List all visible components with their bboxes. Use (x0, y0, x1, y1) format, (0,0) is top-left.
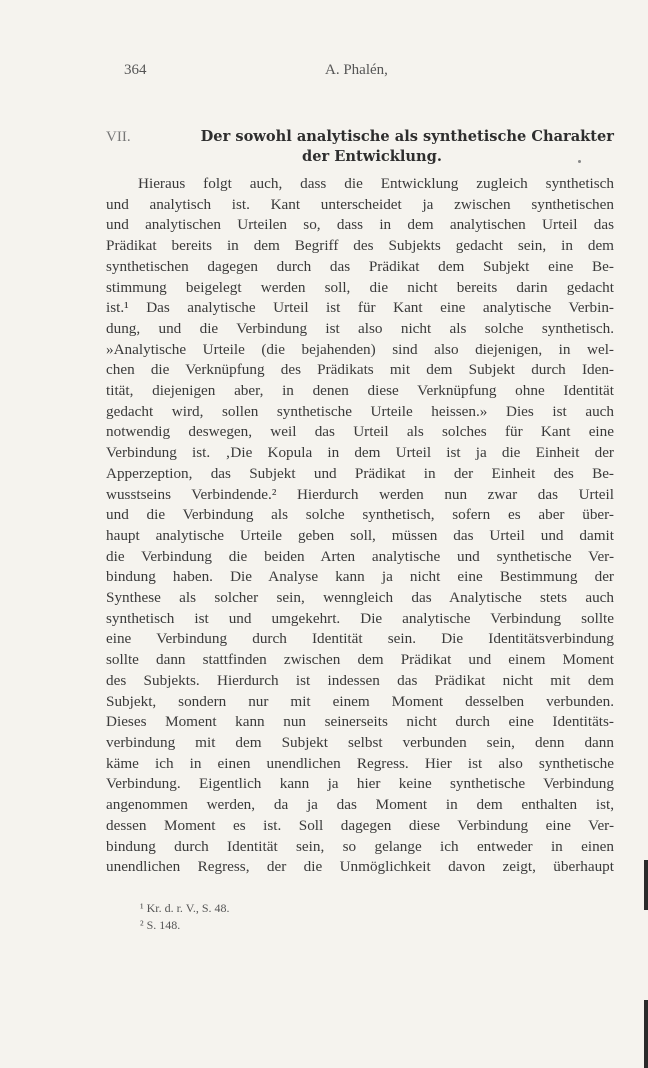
running-head: A. Phalén, (325, 62, 388, 78)
text-line: und die Verbindung als solche synthetisch, sofern es aber über- (106, 506, 614, 524)
page-edge-shadow (644, 1000, 648, 1068)
footnote-2: ² S. 148. (140, 918, 181, 932)
text-line: des Subjekts. Hierdurch ist indessen das Prädikat nicht mit dem (106, 671, 614, 689)
text-line: bindung haben. Die Analyse kann ja nicht eine Bestimmung der (106, 568, 614, 586)
section-title-line-2: der Entwicklung. (302, 148, 442, 165)
text-line: tität, diejenigen aber, in denen diese Verknüpfung ohne Identität (106, 382, 614, 400)
text-line: angenommen werden, da ja das Moment in dem enthalten ist, (106, 796, 614, 814)
page-edge-shadow (644, 860, 648, 910)
text-line: eine Verbindung durch Identität sein. Die Identitätsverbindung (106, 630, 614, 648)
text-line: Subjekt, sondern nur mit einem Moment desselben verbunden. (106, 692, 614, 710)
text-line: »Analytische Urteile (die bejahenden) sind also diejenigen, in wel- (106, 340, 614, 358)
text-line: sollte dann stattfinden zwischen dem Prädikat und einem Moment (106, 651, 614, 669)
section-heading (106, 127, 614, 167)
section-heading-line-1 (106, 127, 614, 147)
text-line: Verbindung. Eigentlich kann ja hier keine synthetische Verbindung (106, 775, 614, 793)
text-line: verbindung mit dem Subjekt selbst verbunden sein, denn dann (106, 733, 614, 751)
text-line: notwendig deswegen, weil das Urteil als solches für Kant eine (106, 423, 614, 441)
text-line: stimmung beigelegt werden soll, die nicht bereits darin gedacht (106, 278, 614, 296)
section-number: VII. (106, 129, 131, 145)
text-line: käme ich in einen unendlichen Regress. Hier ist also synthetische (106, 754, 614, 772)
text-line: dessen Moment es ist. Soll dagegen diese Verbindung eine Ver- (106, 816, 614, 834)
footnote-1: ¹ Kr. d. r. V., S. 48. (140, 901, 230, 915)
text-line: Prädikat bereits in dem Begriff des Subjekts gedacht sein, in dem (106, 237, 614, 255)
text-line: wusstseins Verbindende.² Hierdurch werden nun zwar das Urteil (106, 485, 614, 503)
ink-speck (578, 160, 581, 163)
text-line: gedacht wird, sollen synthetische Urteile heissen.» Dies ist auch (106, 402, 614, 420)
text-line: Synthese als solcher sein, wenngleich das Analytische stets auch (106, 589, 614, 607)
text-line: bindung durch Identität sein, so gelange ich entweder in einen (106, 837, 614, 855)
footnotes (140, 900, 440, 934)
text-line: haupt analytische Urteile geben soll, müssen das Urteil und damit (106, 526, 614, 544)
text-line: und analytischen Urteilen so, dass in dem analytischen Urteil das (106, 216, 614, 234)
text-line: Hieraus folgt auch, dass die Entwicklung zugleich synthetisch (138, 175, 614, 192)
text-line: dung, und die Verbindung ist also nicht als solche synthetisch. (106, 319, 614, 337)
section-title-line-1: Der sowohl analytische als synthetische Charakter (200, 128, 614, 145)
text-line: und analytisch ist. Kant unterscheidet ja zwischen synthetischen (106, 195, 614, 213)
text-line: Apperzeption, das Subjekt und Prädikat in der Einheit des Be- (106, 464, 614, 482)
text-line: synthetischen dagegen durch das Prädikat dem Subjekt eine Be- (106, 257, 614, 275)
page-header (124, 62, 524, 86)
body-text (106, 174, 614, 878)
text-line: ist.¹ Das analytische Urteil ist für Kant eine analytische Verbin- (106, 299, 614, 317)
text-line: chen die Verknüpfung des Prädikats mit dem Subjekt durch Iden- (106, 361, 614, 379)
page-number: 364 (124, 62, 147, 78)
text-line: Dieses Moment kann nun seinerseits nicht durch eine Identitäts- (106, 713, 614, 731)
text-line: Verbindung ist. ‚Die Kopula in dem Urteil ist ja die Einheit der (106, 444, 614, 462)
text-line: unendlichen Regress, der die Unmöglichkeit davon zeigt, überhaupt (106, 858, 614, 876)
text-line: synthetisch ist und umgekehrt. Die analytische Verbindung sollte (106, 609, 614, 627)
text-line: die Verbindung die beiden Arten analytische und synthetische Ver- (106, 547, 614, 565)
